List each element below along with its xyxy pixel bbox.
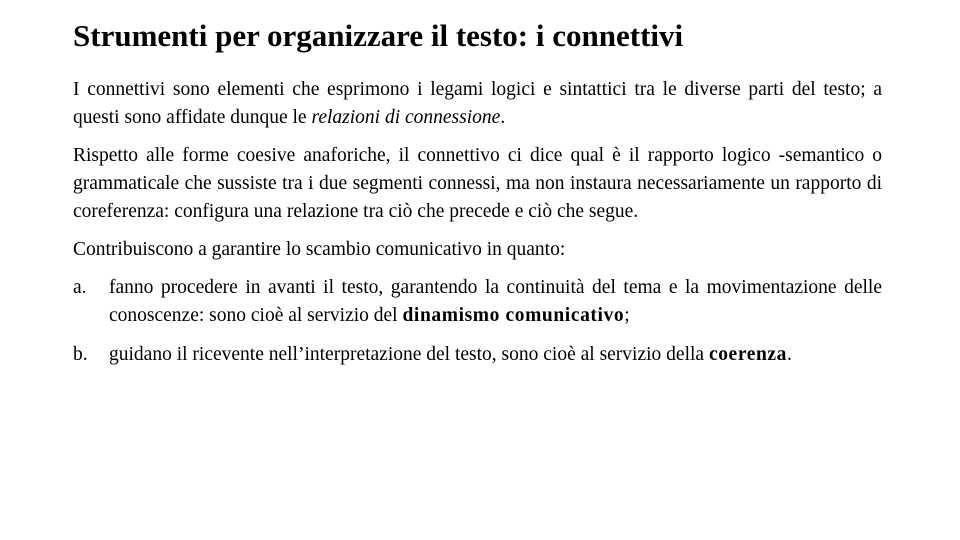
list-item	[73, 341, 882, 369]
bold-term-coerenza: coerenza	[708, 344, 788, 365]
list-item-end: ;	[624, 305, 630, 326]
list-marker: b.	[73, 344, 88, 365]
italic-term-relazioni: relazioni di connessione	[311, 107, 501, 128]
list-item	[73, 274, 882, 330]
slide-body	[73, 76, 882, 380]
list-item-end: .	[787, 344, 792, 365]
function-list	[73, 274, 882, 369]
paragraph-definition-text: I connettivi sono elementi che esprimono i legami logici e sintattici tra le diverse parti del testo; a questi sono affidate dunque le	[73, 79, 882, 128]
paragraph-intro-list: Contribuiscono a garantire lo scambio comunicativo in quanto:	[73, 239, 566, 260]
bold-term-dinamismo: dinamismo comunicativo	[402, 305, 625, 326]
paragraph-definition	[73, 76, 882, 132]
paragraph-anaphora: Rispetto alle forme coesive anaforiche, il connettivo ci dice qual è il rapporto logico -semantico o grammaticale che sussiste tra i due segmenti connessi, ma non instaura necessariamente un rapporto di coreferenza: configura una relazione tra ciò che precede e ciò che segue.	[73, 145, 882, 222]
list-item-text: guidano il ricevente nell’interpretazione del testo, sono cioè al servizio della	[109, 344, 709, 365]
slide-title: Strumenti per organizzare il testo: i connettivi	[73, 18, 684, 53]
list-item-text: fanno procedere in avanti il testo, garantendo la continuità del tema e la movimentazione delle conoscenze: sono cioè al servizio del	[109, 277, 882, 326]
list-marker: a.	[73, 277, 87, 298]
paragraph-definition-end: .	[500, 107, 506, 128]
